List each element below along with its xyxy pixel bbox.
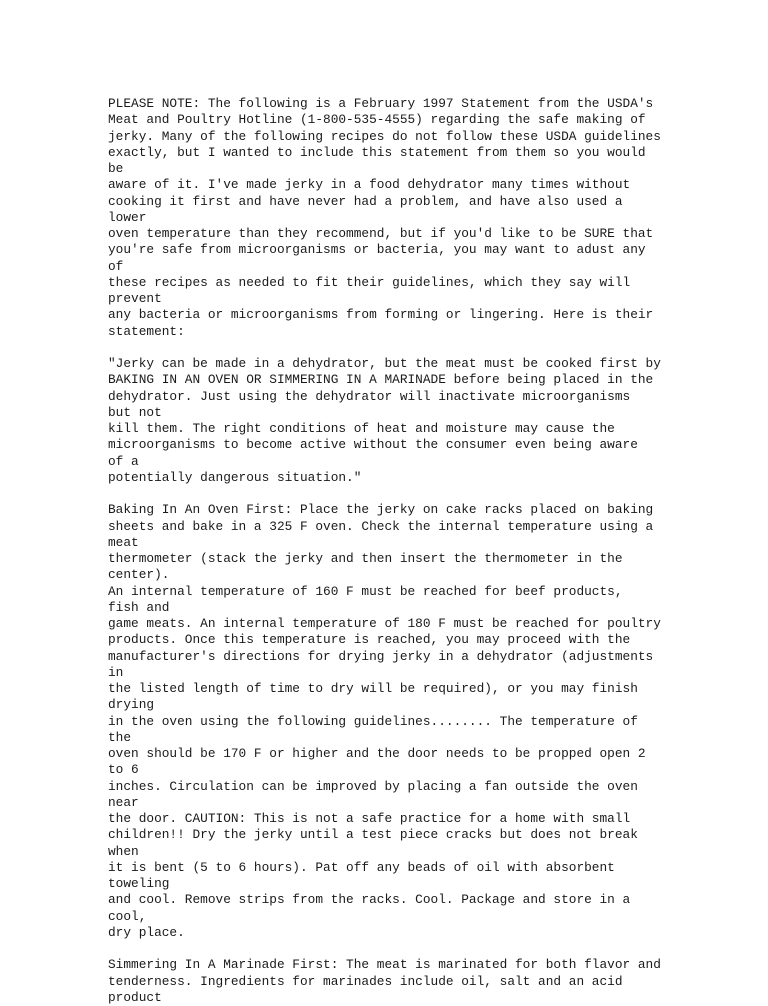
text-line: of (108, 258, 124, 274)
text-line: lower (108, 209, 147, 225)
text-line: statement: (108, 323, 185, 339)
text-line: PLEASE NOTE: The following is a February 1997 Statement from the USDA's (108, 96, 654, 111)
text-line: jerky. Many of the following recipes do not follow these USDA guidelines (108, 128, 661, 144)
text-line: manufacturer's directions for drying jerky in a dehydrator (adjustments (108, 648, 654, 664)
text-line: but not (108, 404, 162, 420)
text-line: you're safe from microorganisms or bacteria, you may want to adust any (108, 242, 646, 258)
text-line: oven temperature than they recommend, but if you'd like to be SURE that (108, 226, 654, 241)
text-line: Simmering In A Marinade First: The meat is marinated for both flavor and (108, 957, 661, 973)
text-line: thermometer (stack the jerky and then insert the thermometer in the (108, 551, 623, 566)
text-line: Meat and Poultry Hotline (1-800-535-4555) regarding the safe making of (108, 112, 646, 128)
text-line: dehydrator. Just using the dehydrator will inactivate microorganisms (108, 388, 631, 404)
text-line: toweling (108, 876, 170, 891)
text-line: products. Once this temperature is reached, you may proceed with the (108, 632, 631, 648)
text-line: kill them. The right conditions of heat and moisture may cause the (108, 421, 615, 436)
text-line: dry place. (108, 924, 185, 940)
text-line: An internal temperature of 160 F must be reached for beef products, (108, 583, 623, 599)
text-line: the listed length of time to dry will be required), or you may finish (108, 681, 638, 696)
text-line: be (108, 161, 124, 176)
text-line: the (108, 729, 132, 745)
text-line: sheets and bake in a 325 F oven. Check the internal temperature using a (108, 518, 654, 534)
text-line: it is bent (5 to 6 hours). Pat off any beads of oil with absorbent (108, 859, 615, 875)
text-line: when (108, 843, 139, 859)
text-line: cool, (108, 908, 147, 924)
text-line: tenderness. Ingredients for marinades include oil, salt and an acid (108, 973, 623, 989)
text-line: and cool. Remove strips from the racks. Cool. Package and store in a (108, 892, 631, 908)
text-line: fish and (108, 599, 170, 615)
text-line: to 6 (108, 762, 139, 778)
text-line: children!! Dry the jerky until a test piece cracks but does not break (108, 827, 638, 843)
text-line: microorganisms to become active without the consumer even being aware (108, 437, 638, 453)
text-line: of a (108, 453, 139, 469)
text-line: in the oven using the following guidelines........ The temperature of (108, 713, 638, 729)
text-line: game meats. An internal temperature of 180 F must be reached for poultry (108, 616, 661, 631)
text-line: center). (108, 567, 170, 583)
text-line: oven should be 170 F or higher and the door needs to be propped open 2 (108, 746, 646, 761)
text-line: cooking it first and have never had a problem, and have also used a (108, 193, 623, 209)
text-line: the door. CAUTION: This is not a safe practice for a home with small (108, 811, 631, 826)
text-line: Baking In An Oven First: Place the jerky on cake racks placed on baking (108, 502, 654, 518)
text-line: drying (108, 697, 155, 713)
text-line: these recipes as needed to fit their guidelines, which they say will (108, 274, 631, 290)
text-line: potentially dangerous situation." (108, 469, 362, 485)
text-line: prevent (108, 291, 162, 306)
text-line: near (108, 794, 139, 810)
text-line: exactly, but I wanted to include this statement from them so you would (108, 144, 646, 160)
text-line: inches. Circulation can be improved by placing a fan outside the oven (108, 778, 638, 794)
text-line: product (108, 989, 162, 1005)
text-line: "Jerky can be made in a dehydrator, but the meat must be cooked first by (108, 356, 661, 371)
text-line: any bacteria or microorganisms from forming or lingering. Here is their (108, 307, 654, 323)
text-line: meat (108, 534, 139, 550)
text-line: BAKING IN AN OVEN OR SIMMERING IN A MARINADE before being placed in the (108, 372, 654, 388)
text-line: aware of it. I've made jerky in a food dehydrator many times without (108, 177, 631, 193)
text-line: in (108, 664, 124, 680)
